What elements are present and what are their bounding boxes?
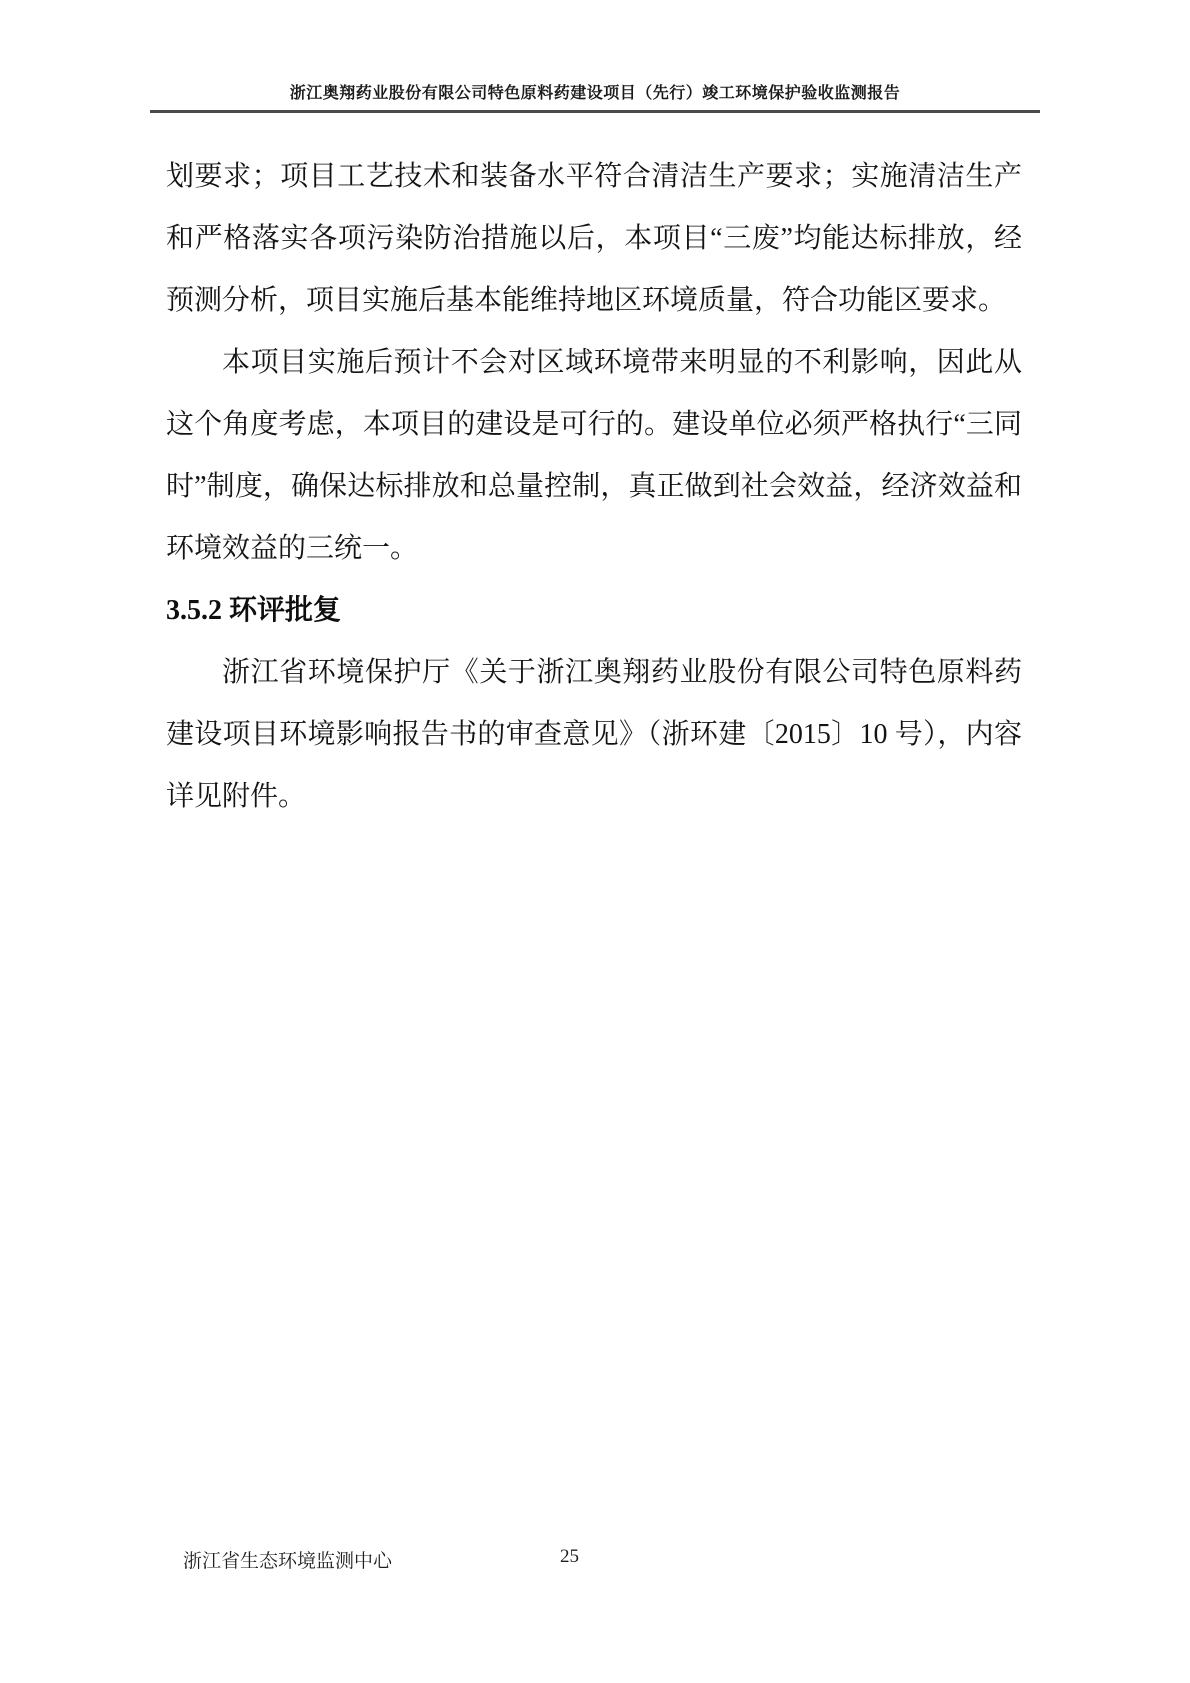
paragraph-feasibility: 本项目实施后预计不会对区域环境带来明显的不利影响，因此从这个角度考虑，本项目的建设是可行的。建设单位必须严格执行“三同时”制度，确保达标排放和总量控制，真正做到社会效益，经济效益和环境效益的三统一。 xyxy=(166,347,1022,564)
header-title: 浙江奥翔药业股份有限公司特色原料药建设项目（先行）竣工环境保护验收监测报告 xyxy=(289,85,901,102)
footer-organization: 浙江省生态环境监测中心 xyxy=(183,1551,393,1572)
section-heading-3-5-2: 3.5.2 环评批复 xyxy=(166,595,342,626)
page-header xyxy=(150,0,1040,113)
page-number: 25 xyxy=(560,1546,579,1567)
paragraph-approval: 浙江省环境保护厅《关于浙江奥翔药业股份有限公司特色原料药建设项目环境影响报告书的审查意见》（浙环建〔2015〕10 号），内容详见附件。 xyxy=(166,657,1022,812)
page-footer xyxy=(0,1546,1190,1576)
paragraph-continuation: 划要求；项目工艺技术和装备水平符合清洁生产要求；实施清洁生产和严格落实各项污染防治措施以后，本项目“三废”均能达标排放，经预测分析，项目实施后基本能维持地区环境质量，符合功能区要求。 xyxy=(166,161,1022,316)
page-body xyxy=(166,146,1022,828)
